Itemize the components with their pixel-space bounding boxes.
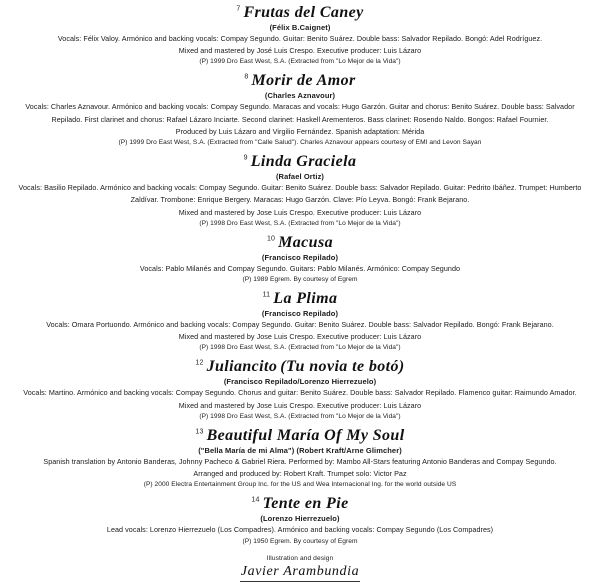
illustration-credit xyxy=(8,555,592,582)
track-title: Beautiful María Of My Soul xyxy=(206,426,405,444)
track-entry xyxy=(8,427,592,488)
track-credit-line: Mixed and mastered by José Luis Crespo. Executive producer: Luis Lázaro xyxy=(178,46,422,56)
track-title-line xyxy=(8,290,592,308)
track-entry xyxy=(8,72,592,146)
track-composer: (Lorenzo Hierrezuelo) xyxy=(260,514,340,524)
track-credit-line: Zaldívar. Trombone: Enrique Bergery. Maracas: Hugo Garzón. Clave: Pío Leyva. Bongó: Frank Bejarano. xyxy=(130,195,470,205)
track-number: 9 xyxy=(243,154,248,162)
track-copyright: (P) 1998 Dro East West, S.A. (Extracted from "Lo Mejor de la Vida") xyxy=(199,412,401,420)
track-credit-line: Vocals: Charles Aznavour. Armónico and backing vocals: Compay Segundo. Maracas and vocals: Hugo Garzón. Guitar and chorus: Benito Suárez. Double bass: Salvador xyxy=(25,102,575,112)
track-number: 13 xyxy=(195,428,204,436)
track-title: Linda Graciela xyxy=(250,153,357,171)
track-number: 12 xyxy=(195,360,204,368)
track-title-line xyxy=(8,72,592,90)
track-title-line xyxy=(8,153,592,171)
track-credit-line: Mixed and mastered by Jose Luis Crespo. Executive producer: Luis Lázaro xyxy=(178,332,422,342)
track-number: 11 xyxy=(262,291,271,299)
track-title: Juliancito xyxy=(206,358,278,376)
track-entry xyxy=(8,495,592,544)
track-title-line xyxy=(8,358,592,376)
track-copyright: (P) 1950 Egrem. By courtesy of Egrem xyxy=(242,537,358,545)
track-composer: (Félix B.Caignet) xyxy=(269,23,331,32)
track-number: 8 xyxy=(244,74,249,82)
track-credit-line: Vocals: Martino. Armónico and backing vocals: Compay Segundo. Chorus and guitar: Benito Suárez. Double bass: Salvador Repilado. Flamenco guitar: Raimundo Amador. xyxy=(23,388,577,398)
track-title: Morir de Amor xyxy=(251,72,356,90)
track-title: La Plima xyxy=(273,289,338,307)
illustration-label: Illustration and design xyxy=(266,554,334,562)
track-title: Frutas del Caney xyxy=(243,4,364,21)
track-copyright: (P) 1999 Dro East West, S.A. (Extracted from "Calle Salud"). Charles Aznavour appears courtesy of EMI and Levon Sayan xyxy=(118,139,482,147)
designer-signature: Javier Arambundia xyxy=(240,563,360,579)
track-credit-line: Produced by Luis Lázaro and Virgilio Fernández. Spanish adaptation: Mérida xyxy=(175,126,425,136)
track-credit-line: Arranged and produced by: Robert Kraft. Trumpet solo: Victor Paz xyxy=(193,469,407,479)
track-composer: (Francisco Repilado) xyxy=(261,308,339,318)
track-title-line xyxy=(8,4,592,22)
track-copyright: (P) 1989 Egrem. By courtesy of Egrem xyxy=(242,275,358,283)
track-credit-line: Repilado. First clarinet and chorus: Rafael Lázaro Inciarte. Second clarinet: Haskell Arementeros. Bass clarinet: Rosendo Naldo. Bongos: Rafael Fournier. xyxy=(51,114,549,124)
track-entry xyxy=(8,234,592,283)
track-composer: ("Bella María de mi Alma") (Robert Kraft/Arne Glimcher) xyxy=(198,445,402,455)
track-credit-line: Mixed and mastered by Jose Luis Crespo. Executive producer: Luis Lázaro xyxy=(178,207,422,217)
track-number: 10 xyxy=(266,235,276,243)
track-credit-line: Vocals: Félix Valoy. Armónico and backing vocals: Compay Segundo. Guitar: Benito Suárez. Double bass: Salvador Repilado. Bongó: Adel Rodríguez. xyxy=(57,34,543,43)
track-credit-line: Spanish translation by Antonio Banderas, Johnny Pacheco & Gabriel Riera. Performed by: Mambo All-Stars featuring Antonio Banderas and Compay Segundo. xyxy=(43,456,557,466)
track-number: 14 xyxy=(251,496,260,504)
signature-underline xyxy=(240,581,360,582)
track-title-line xyxy=(8,495,592,513)
track-credit-line: Vocals: Pablo Milanés and Compay Segundo. Guitars: Pablo Milanés. Armónico: Compay Segundo xyxy=(139,263,461,273)
track-credit-line: Vocals: Basilio Repilado. Armónico and backing vocals: Compay Segundo. Guitar: Benito Suárez. Double bass: Salvador Repilado. Guitar: Pedrito Ibáñez. Trumpet: Humberto xyxy=(18,183,582,193)
track-composer: (Francisco Repilado) xyxy=(261,252,339,262)
track-entry xyxy=(8,290,592,351)
track-copyright: (P) 1999 Dro East West, S.A. (Extracted from "Lo Mejor de la Vida") xyxy=(199,58,401,66)
track-entry xyxy=(8,4,592,65)
track-title-line xyxy=(8,427,592,445)
track-composer: (Rafael Ortiz) xyxy=(275,172,325,182)
track-composer: (Charles Aznavour) xyxy=(264,91,336,101)
track-copyright: (P) 2000 Electra Entertainment Group Inc. for the US and Wea Internacional Ing. for the world outside US xyxy=(143,481,457,489)
track-title: Macusa xyxy=(278,233,334,251)
track-copyright: (P) 1998 Dro East West, S.A. (Extracted from "Lo Mejor de la Vida") xyxy=(199,219,401,227)
track-title-line xyxy=(8,234,592,252)
track-entry xyxy=(8,153,592,227)
track-credit-line: Mixed and mastered by Jose Luis Crespo. Executive producer: Luis Lázaro xyxy=(178,400,422,410)
track-credit-line: Lead vocals: Lorenzo Hierrezuelo (Los Compadres). Armónico and backing vocals: Compay Segundo (Los Compadres) xyxy=(106,525,494,535)
track-number: 7 xyxy=(236,5,241,13)
track-credit-line: Vocals: Omara Portuondo. Armónico and backing vocals: Compay Segundo. Guitar: Benito Suárez. Double bass: Salvador Repilado. Bongó: Frank Bejarano. xyxy=(46,319,554,329)
track-copyright: (P) 1998 Dro East West, S.A. (Extracted from "Lo Mejor de la Vida") xyxy=(199,344,401,352)
track-entry xyxy=(8,358,592,419)
track-composer: (Francisco Repilado/Lorenzo Hierrezuelo) xyxy=(223,377,377,387)
track-title: Tente en Pie xyxy=(262,495,349,513)
track-subtitle: (Tu novia te botó) xyxy=(280,358,405,376)
